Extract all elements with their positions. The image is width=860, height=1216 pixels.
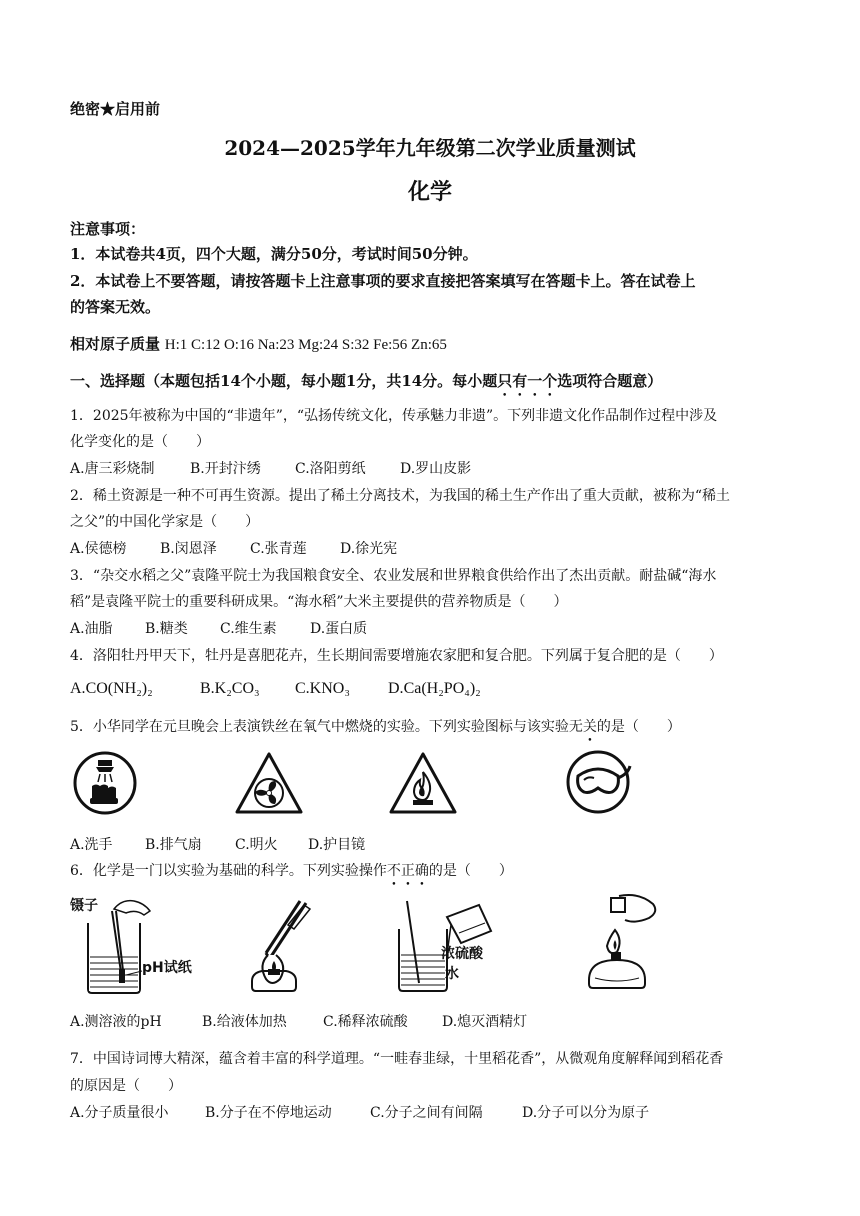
q4-option-a-formula: CO(NH₂)₂ xyxy=(85,680,153,697)
q3-option-a[interactable]: A.油脂 xyxy=(70,621,113,637)
q1-option-d[interactable]: D.罗山皮影 xyxy=(400,461,472,477)
q4-option-d[interactable] xyxy=(388,680,481,698)
q7-stem-line2: 的原因是（ ） xyxy=(70,1078,182,1094)
q6-option-a[interactable]: A.测溶液的pH xyxy=(70,1014,162,1030)
notes-item-2-line1: 2．本试卷上不要答题，请按答题卡上注意事项的要求直接把答案填写在答题卡上。答在试卷上 xyxy=(70,272,696,290)
q4-option-b[interactable] xyxy=(200,680,260,698)
q3-option-b[interactable]: B.糖类 xyxy=(145,621,188,637)
q2-option-c[interactable]: C.张青莲 xyxy=(250,541,307,557)
q3-stem-line2: 稻”是袁隆平院士的重要科研成果。“海水稻”大米主要提供的营养物质是（ ） xyxy=(70,594,568,610)
atomic-mass-label: 相对原子质量 xyxy=(70,335,161,353)
q7-option-c[interactable]: C.分子之间有间隔 xyxy=(370,1105,483,1121)
q6-stem-post: 的是（ ） xyxy=(428,863,513,879)
q3-option-c[interactable]: C.维生素 xyxy=(220,621,277,637)
notes-item-1: 1．本试卷共4页，四个大题，满分50分，考试时间50分钟。 xyxy=(70,245,478,263)
goggles-icon xyxy=(564,748,636,816)
tweezers-label: 镊子 xyxy=(70,898,98,914)
q5-stem-post: 的是（ ） xyxy=(596,719,681,735)
q2-option-d[interactable]: D.徐光宪 xyxy=(340,541,398,557)
test-tube-heating-icon xyxy=(238,895,318,995)
q7-option-b[interactable]: B.分子在不停地运动 xyxy=(205,1105,332,1121)
q1-stem-line2: 化学变化的是（ ） xyxy=(70,434,210,450)
q7-option-a[interactable]: A.分子质量很小 xyxy=(70,1105,169,1121)
q5-option-a[interactable]: A.洗手 xyxy=(70,837,113,853)
q5-option-b[interactable]: B.排气扇 xyxy=(145,837,202,853)
notes-heading: 注意事项： xyxy=(70,220,146,238)
q2-option-b[interactable]: B.闵恩泽 xyxy=(160,541,217,557)
q7-option-d[interactable]: D.分子可以分为原子 xyxy=(522,1105,650,1121)
q2-option-a[interactable]: A.侯德榜 xyxy=(70,541,127,557)
q4-option-a[interactable] xyxy=(70,680,153,698)
emph-char: 只 xyxy=(497,372,513,390)
q4-option-c-prefix: C. xyxy=(295,680,310,697)
q1-stem-line1: 1．2025年被称为中国的“非遗年”，“弘扬传统文化，传承魅力非遗”。下列非遗文化作品制作过程中涉及 xyxy=(70,408,718,424)
q3-stem-line1: 3．“杂交水稻之父”袁隆平院士为我国粮食安全、农业发展和世界粮食供给作出了杰出贡献。耐盐碱“海水 xyxy=(70,568,717,584)
emph-char: 确 xyxy=(414,863,429,879)
q2-stem-line2: 之父”的中国化学家是（ ） xyxy=(70,514,260,530)
q1-option-b[interactable]: B.开封汴绣 xyxy=(190,461,261,477)
notes-item-2-line2: 的答案无效。 xyxy=(70,298,161,316)
hand-wash-icon xyxy=(72,750,138,816)
ph-paper-label: pH试纸 xyxy=(142,960,192,976)
atomic-mass-values: H:1 C:12 O:16 Na:23 Mg:24 S:32 Fe:56 Zn:65 xyxy=(164,337,447,353)
figure-dilute-acid xyxy=(385,893,505,998)
q4-option-b-formula: K₂CO₃ xyxy=(214,680,260,697)
open-flame-icon xyxy=(387,750,459,816)
q4-option-d-formula: Ca(H₂PO₄)₂ xyxy=(403,680,481,697)
emph-char: 关 xyxy=(582,719,597,735)
alcohol-lamp-cap-icon xyxy=(575,890,665,995)
q3-option-d[interactable]: D.蛋白质 xyxy=(310,621,368,637)
q4-stem-line1: 4．洛阳牡丹甲天下，牡丹是喜肥花卉，生长期间需要增施农家肥和复合肥。下列属于复合肥的是（ ） xyxy=(70,648,723,664)
q5-option-c[interactable]: C.明火 xyxy=(235,837,278,853)
q2-stem-line1: 2．稀土资源是一种不可再生资源。提出了稀土分离技术，为我国的稀土生产作出了重大贡献，被称为“稀土 xyxy=(70,488,731,504)
exhaust-fan-icon xyxy=(233,750,305,816)
atomic-mass-line xyxy=(70,333,447,354)
figure-measure-ph xyxy=(70,893,200,998)
emph-char: 有 xyxy=(512,372,528,390)
q6-option-d[interactable]: D.熄灭酒精灯 xyxy=(442,1014,528,1030)
emph-char: 不 xyxy=(386,863,401,879)
q1-option-c[interactable]: C.洛阳剪纸 xyxy=(295,461,366,477)
acid-label: 浓硫酸 xyxy=(441,946,483,962)
water-label: 水 xyxy=(445,966,459,982)
q6-stem-pre: 6．化学是一门以实验为基础的科学。下列实验操作 xyxy=(70,863,387,879)
secret-label: 绝密★启用前 xyxy=(70,100,161,118)
q4-option-a-prefix: A. xyxy=(70,680,86,697)
q4-option-d-prefix: D. xyxy=(388,680,404,697)
section-1-heading xyxy=(70,370,662,391)
q6-option-b[interactable]: B.给液体加热 xyxy=(202,1014,287,1030)
subject-title: 化学 xyxy=(407,179,452,205)
q5-stem-line1 xyxy=(70,716,681,736)
emph-char: 正 xyxy=(400,863,415,879)
q4-option-c[interactable] xyxy=(295,680,350,698)
section-heading-pre: 一、选择题（本题包括14个小题，每小题1分，共14分。每小题 xyxy=(70,372,498,390)
q4-option-b-prefix: B. xyxy=(200,680,215,697)
section-heading-post: 选项符合题意） xyxy=(557,372,663,390)
q5-stem-pre: 5．小华同学在元旦晚会上表演铁丝在氧气中燃烧的实验。下列实验图标与该实验无 xyxy=(70,719,583,735)
q6-option-c[interactable]: C.稀释浓硫酸 xyxy=(323,1014,408,1030)
q1-option-a[interactable]: A.唐三彩烧制 xyxy=(70,461,155,477)
q7-stem-line1: 7．中国诗词博大精深，蕴含着丰富的科学道理。“一畦春韭绿，十里稻花香”，从微观角度解释闻到稻花香 xyxy=(70,1051,724,1067)
q4-option-c-formula: KNO₃ xyxy=(309,680,350,697)
emph-char: 一 xyxy=(527,372,543,390)
q6-stem-line1 xyxy=(70,860,513,880)
q5-option-d[interactable]: D.护目镜 xyxy=(308,837,366,853)
exam-title: 2024—2025学年九年级第二次学业质量测试 xyxy=(224,136,636,160)
emph-char: 个 xyxy=(542,372,558,390)
